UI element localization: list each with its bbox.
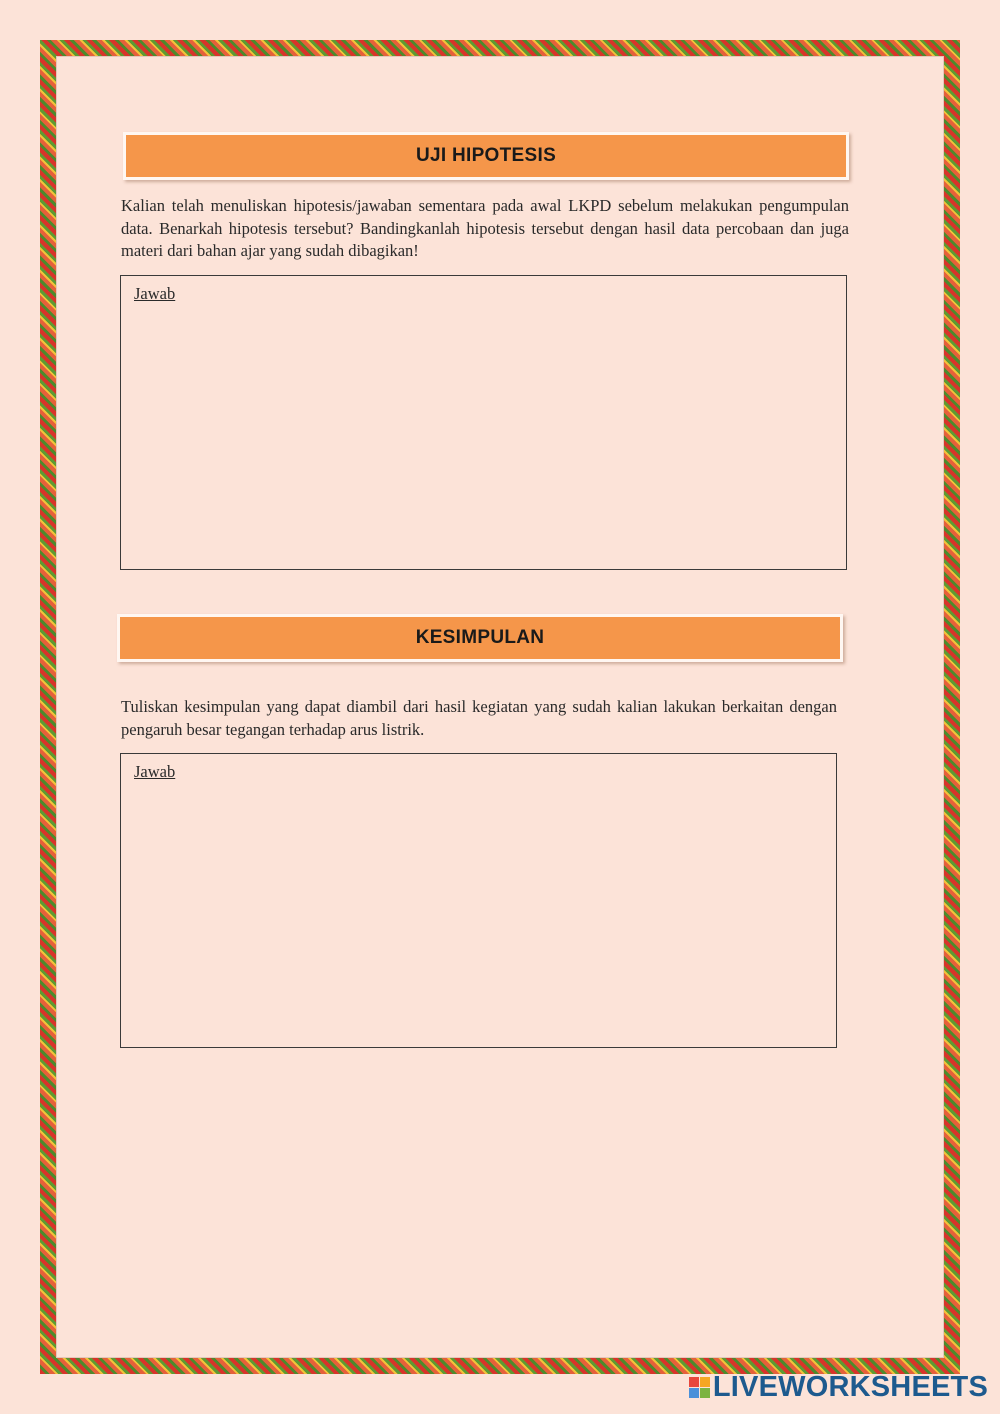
answer-box-hipotesis[interactable]: [120, 275, 847, 570]
answer-input-area-hipotesis[interactable]: [133, 310, 834, 559]
liveworksheets-brand-text: LIVEWORKSHEETS: [712, 1371, 988, 1403]
section-title-kesimpulan: [117, 614, 843, 662]
answer-label: Jawab: [134, 762, 176, 781]
liveworksheets-logo-icon: [689, 1377, 710, 1398]
answer-label: Jawab: [134, 284, 176, 303]
liveworksheets-logo: [689, 1371, 988, 1404]
instruction-text-hipotesis: Kalian telah menuliskan hipotesis/jawaban sementara pada awal LKPD sebelum melakukan pengumpulan data. Benarkah hipotesis tersebut? Bandingkanlah hipotesis tersebut dengan hasil data percobaan dan juga materi dari bahan ajar yang sudah dibagikan!: [121, 196, 849, 260]
section-title-uji-hipotesis: [123, 132, 849, 180]
section-title-text: KESIMPULAN: [415, 627, 545, 648]
answer-box-kesimpulan[interactable]: [120, 753, 837, 1048]
logo-square: [689, 1388, 699, 1398]
instruction-text-kesimpulan: Tuliskan kesimpulan yang dapat diambil dari hasil kegiatan yang sudah kalian lakukan berkaitan dengan pengaruh besar tegangan terhadap arus listrik.: [121, 697, 837, 739]
logo-square: [700, 1388, 710, 1398]
answer-input-area-kesimpulan[interactable]: [133, 788, 824, 1037]
logo-square: [689, 1377, 699, 1387]
section-title-text: UJI HIPOTESIS: [415, 145, 557, 166]
logo-square: [700, 1377, 710, 1387]
